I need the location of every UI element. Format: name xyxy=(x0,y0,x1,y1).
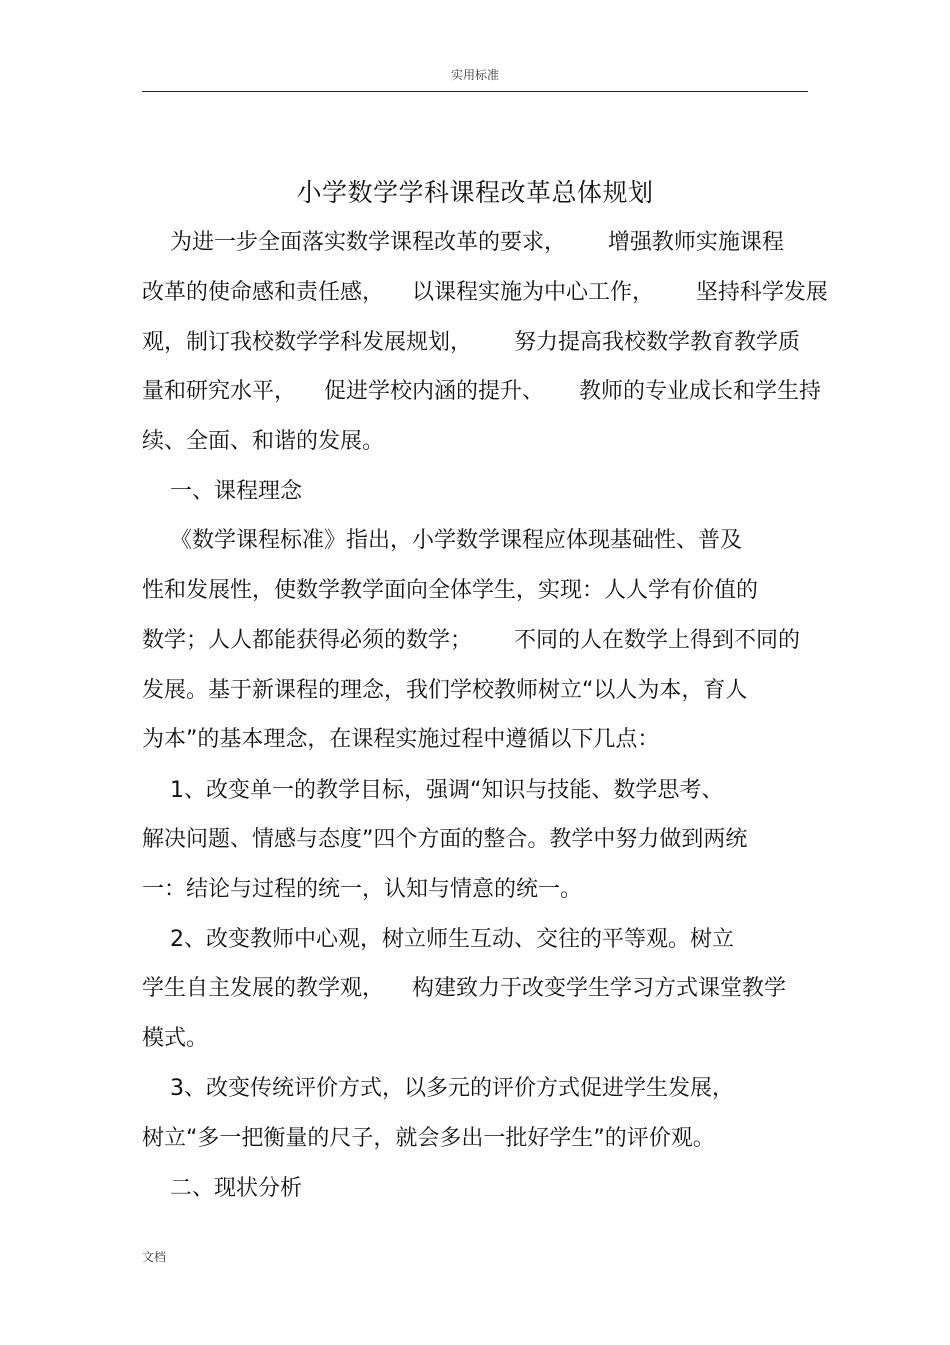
list-item-2-line-1: 2、改变教师中心观，树立师生互动、交往的平等观。树立 xyxy=(142,927,734,952)
paragraph-line-2: 改革的使命感和责任感， 以课程实施为中心工作， 坚持科学发展 xyxy=(142,280,828,305)
page-footer: 文档 xyxy=(142,1250,167,1264)
document-title: 小学数学学科课程改革总体规划 xyxy=(296,178,654,207)
paragraph-line-8: 数学；人人都能获得必须的数学； 不同的人在数学上得到不同的 xyxy=(142,628,800,653)
list-item-1-line-1: 1、改变单一的教学目标，强调“知识与技能、数学思考、 xyxy=(142,778,724,803)
list-item-1-line-2: 解决问题、情感与态度”四个方面的整合。教学中努力做到两统 xyxy=(142,827,748,852)
paragraph-line-1: 为进一步全面落实数学课程改革的要求， 增强教师实施课程 xyxy=(142,230,784,255)
section-heading-1: 一、课程理念 xyxy=(142,479,302,504)
paragraph-line-6: 《数学课程标准》指出，小学数学课程应体现基础性、普及 xyxy=(142,528,742,553)
section-heading-2: 二、现状分析 xyxy=(142,1176,302,1201)
paragraph-line-7: 性和发展性，使数学教学面向全体学生，实现：人人学有价值的 xyxy=(142,578,759,603)
paragraph-line-3: 观，制订我校数学学科发展规划， 努力提高我校数学教育教学质 xyxy=(142,330,800,355)
paragraph-line-5: 续、全面、和谐的发展。 xyxy=(142,429,385,454)
list-item-2-line-2: 学生自主发展的教学观， 构建致力于改变学生学习方式课堂教学 xyxy=(142,976,786,1001)
list-item-1-line-3: 一：结论与过程的统一，认知与情意的统一。 xyxy=(142,877,583,902)
page-header: 实用标准 xyxy=(450,68,499,82)
header-rule xyxy=(142,91,808,92)
list-item-3-line-1: 3、改变传统评价方式，以多元的评价方式促进学生发展， xyxy=(142,1076,734,1101)
paragraph-line-10: 为本”的基本理念，在课程实施过程中遵循以下几点： xyxy=(142,727,660,752)
list-item-3-line-2: 树立“多一把衡量的尺子，就会多出一批好学生”的评价观。 xyxy=(142,1126,715,1151)
paragraph-line-4: 量和研究水平， 促进学校内涵的提升、 教师的专业成长和学生持 xyxy=(142,379,821,404)
paragraph-line-9: 发展。基于新课程的理念，我们学校教师树立“以人为本，育人 xyxy=(142,678,748,703)
list-item-2-line-3: 模式。 xyxy=(142,1026,209,1051)
